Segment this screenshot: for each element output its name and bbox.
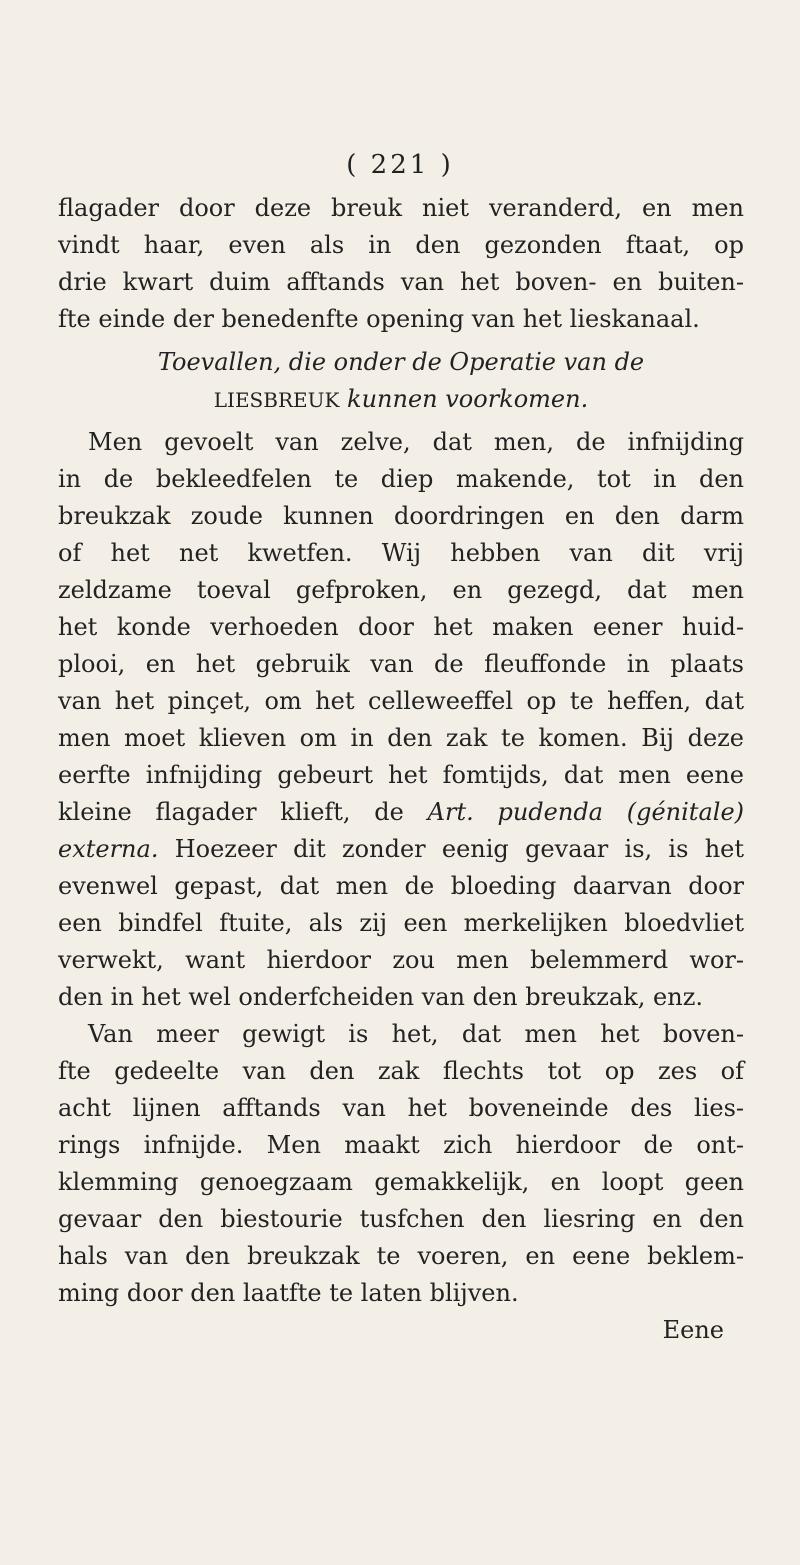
section-heading-line-2: [58, 381, 744, 418]
text-run-italic: externa.: [58, 835, 159, 863]
text-line: flagader door deze breuk niet veranderd, en men: [58, 194, 744, 222]
section-heading-line-1: Toevallen, die onder de Operatie van de: [157, 348, 645, 376]
page-number: ( 221 ): [346, 150, 454, 180]
text-run: kleine flagader klieft, de: [58, 798, 428, 826]
text-line: ming door den laatfte te laten blijven.: [58, 1279, 519, 1307]
text-run: Hoezeer dit zonder eenig gevaar is, is het: [158, 835, 744, 863]
text-line: verwekt, want hierdoor zou men belemmerd wor-: [58, 946, 744, 974]
text-line: zeldzame toeval gefproken, en gezegd, dat men: [58, 576, 744, 604]
text-line: of het net kwetfen. Wij hebben van dit vrij: [58, 539, 744, 567]
text-line: [58, 794, 744, 831]
text-line: van het pinçet, om het celleweeffel op te heffen, dat: [58, 687, 744, 715]
text-line: evenwel gepast, dat men de bloeding daarvan door: [58, 872, 744, 900]
text-line: in de bekleedfelen te diep makende, tot in den: [58, 465, 744, 493]
text-line: hals van den breukzak te voeren, en eene beklem-: [58, 1242, 744, 1270]
text-line: gevaar den biestourie tusfchen den liesring en den: [58, 1205, 744, 1233]
text-line: fte einde der benedenfte opening van het lieskanaal.: [58, 305, 700, 333]
heading-caps: LIESBREUK: [213, 388, 340, 412]
heading-italic: kunnen voorkomen.: [347, 385, 589, 413]
text-line: vindt haar, even als in den gezonden ftaat, op: [58, 231, 744, 259]
text-line: plooi, en het gebruik van de fleuffonde in plaats: [58, 650, 744, 678]
text-line: rings infnijde. Men maakt zich hierdoor de ont-: [58, 1131, 744, 1159]
text-line: den in het wel onderfcheiden van den breukzak, enz.: [58, 983, 703, 1011]
body-text: [58, 190, 744, 1349]
text-line: acht lijnen afftands van het boveneinde des lies-: [58, 1094, 744, 1122]
text-line: Van meer gewigt is het, dat men het boven-: [88, 1020, 744, 1048]
text-line: klemming genoegzaam gemakkelijk, en loopt geen: [58, 1168, 744, 1196]
text-line: drie kwart duim afftands van het boven- en buiten-: [58, 268, 744, 296]
text-line: men moet klieven om in den zak te komen. Bij deze: [58, 724, 744, 752]
text-line: fte gedeelte van den zak flechts tot op zes of: [58, 1057, 744, 1085]
text-line: breukzak zoude kunnen doordringen en den darm: [58, 502, 744, 530]
text-line: [58, 831, 744, 868]
text-line: Men gevoelt van zelve, dat men, de infnijding: [88, 428, 744, 456]
catchword: Eene: [662, 1316, 724, 1344]
text-line: een bindfel ftuite, als zij een merkelijken bloedvliet: [58, 909, 744, 937]
text-run-italic: Art. pudenda (génitale): [427, 798, 745, 826]
text-line: het konde verhoeden door het maken eener huid-: [58, 613, 744, 641]
text-line: eerfte infnijding gebeurt het fomtijds, dat men eene: [58, 761, 744, 789]
